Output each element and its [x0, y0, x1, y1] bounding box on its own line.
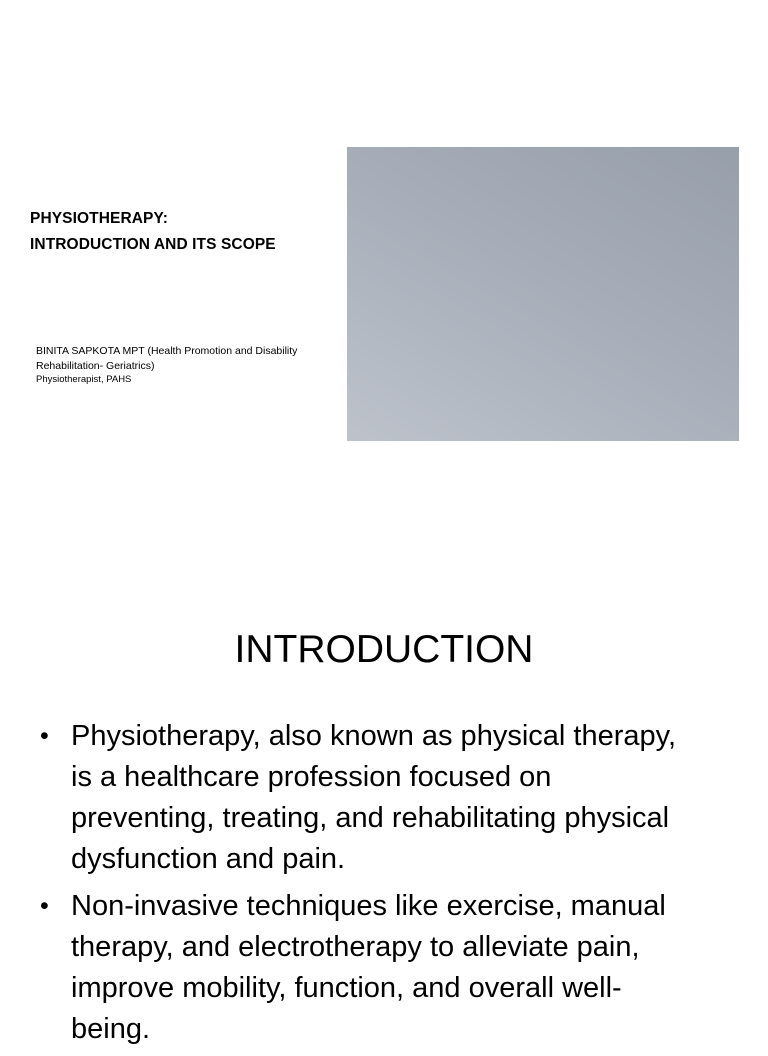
bullet-item — [0, 886, 768, 1050]
author-name-line-1: BINITA SAPKOTA MPT (Health Promotion and Disability — [36, 345, 298, 357]
bullet-dot-icon: • — [40, 722, 49, 750]
bullet-line: therapy, and electrotherapy to alleviate pain, — [71, 931, 640, 963]
bullet-list — [0, 716, 768, 1056]
bullet-line: preventing, treating, and rehabilitating physical — [71, 802, 670, 834]
slide-image-placeholder — [347, 147, 739, 441]
slide-title-line-1: PHYSIOTHERAPY: — [30, 210, 169, 227]
slide-title — [30, 206, 330, 258]
author-name-line-2: Rehabilitation- Geriatrics) — [36, 359, 155, 372]
bullet-line: being. — [71, 1013, 151, 1045]
author-info — [36, 344, 326, 388]
introduction-heading: INTRODUCTION — [234, 628, 534, 671]
bullet-line: improve mobility, function, and overall well- — [71, 972, 622, 1004]
bullet-line: is a healthcare profession focused on — [71, 761, 552, 793]
bullet-line: Non-invasive techniques like exercise, manual — [71, 890, 666, 922]
author-role: Physiotherapist, PAHS — [36, 374, 132, 385]
bullet-line: dysfunction and pain. — [71, 843, 346, 875]
bullet-item — [0, 716, 768, 880]
bullet-dot-icon: • — [40, 892, 49, 920]
bullet-line: Physiotherapy, also known as physical therapy, — [71, 720, 677, 752]
slide-title-line-2: INTRODUCTION AND ITS SCOPE — [30, 236, 276, 253]
